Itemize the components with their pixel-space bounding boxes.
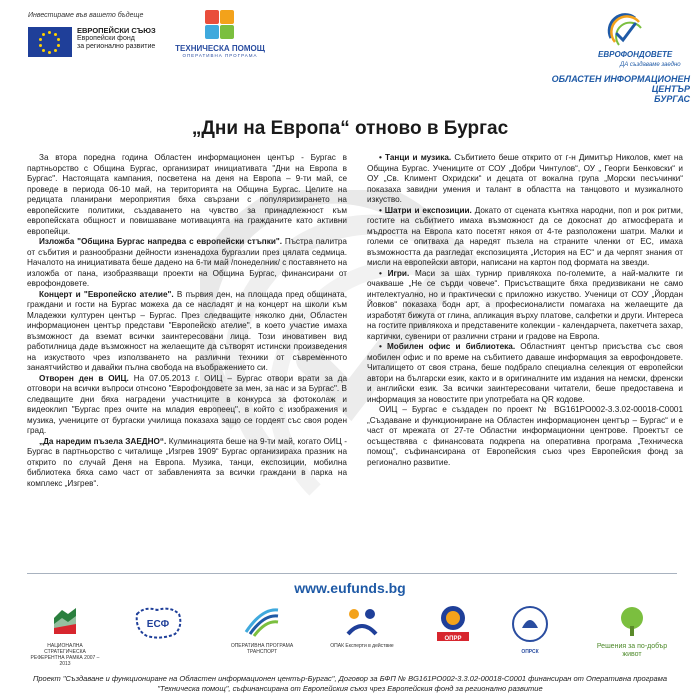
technical-assistance-logo bbox=[172, 10, 268, 58]
tree-icon bbox=[612, 604, 652, 638]
partner-label: ОПРР bbox=[444, 636, 462, 642]
op-transport-logo bbox=[220, 604, 304, 655]
footer-line2: "Техническа помощ", съфинансирана от Европейския съюз чрез Европейския фонд за регионално развитие bbox=[157, 684, 543, 693]
left-paragraph-intro: За втора поредна година Областен информационен център - Бургас в партньорство с Община Бургас, организират инициативата "Дни на Европа в Бургас". Настоящата кампания, посветена на деня на Европа – 9-ти май, се проведе в периода 06-10 май, на територията на Община Бургас. Целите на редицата планирани мероприятия бяха свързани с популяризирането на европейските политики, създаването на чувство за принадлежност към европейската общност и повишаване мотивацията на гражданите като активни европейци. bbox=[27, 153, 347, 236]
left-paragraph-open-day: Отворен ден в ОИЦ. На 07.05.2013 г. ОИЦ – Бургас отвори врати за да отговори на всички въпроси отнсоно "Еврофондовете за мен, за нас и за Бургас". В следващите дни бяха наградени участниците в конкурса за фотоколаж и видеоклип "Бургас през очите на младия европеец", в който с изображения и музика, учениците от бургаски училища показаха защо се гордеят със своя роден град. bbox=[27, 373, 347, 435]
partner-label: Решения за по-добър живот bbox=[596, 643, 668, 658]
eu-fund-line1: Европейски фонд bbox=[77, 35, 135, 42]
odc-circle-logo-icon bbox=[605, 12, 645, 52]
transport-icon bbox=[242, 604, 282, 638]
eu-fund-line2: за регионално развитие bbox=[77, 43, 156, 50]
odc-name-line2: БУРГАС bbox=[654, 94, 690, 104]
partner-label: ОПРСК bbox=[521, 649, 539, 655]
ta-subtitle: ОПЕРАТИВНА ПРОГРАМА bbox=[182, 53, 258, 58]
header bbox=[0, 0, 700, 110]
odc-logo-block bbox=[510, 10, 690, 106]
eu-flag-icon bbox=[28, 27, 72, 57]
partner-label: ОПЕРАТИВНА ПРОГРАМА ТРАНСПОРТ bbox=[230, 643, 294, 655]
nsrf-icon bbox=[50, 604, 80, 638]
article-left-column bbox=[27, 153, 347, 489]
footer-credits bbox=[0, 674, 700, 694]
opak-icon bbox=[342, 604, 382, 638]
partner-label: НАЦИОНАЛНА СТРАТЕГИЧЕСКА РЕФЕРЕНТНА РАМКА 2007 – 2013 bbox=[30, 643, 100, 667]
esf-logo bbox=[126, 604, 190, 631]
oprr-logo bbox=[425, 604, 481, 642]
odc-name-line1: ОБЛАСТЕН ИНФОРМАЦИОНЕН ЦЕНТЪР bbox=[551, 74, 690, 94]
partner-logos bbox=[30, 604, 680, 668]
eu-logo-block bbox=[28, 12, 178, 57]
right-paragraph-tents: • Шатри и експозиции. Докато от сцената кънтяха народни, поп и рок ритми, гостите на събитието имаха възможност да се докоснат до атмосферата и мъдростта на Европа като посетят някоя от 4-те разположени шатри. Малки и големи се опитваха да наредят пъзела на страните членки от ЕС, имаха възможността да разгледат експозицията „История на ЕС“ и да черпят знания от мисли на европейски автори, написани на картон под формата на звезди. bbox=[367, 205, 683, 267]
better-life-logo bbox=[590, 604, 674, 659]
ta-title: ТЕХНИЧЕСКА ПОМОЩ bbox=[175, 44, 265, 53]
right-paragraph-dance: • Танци и музика. Събитието беше открито от г-н Димитър Николов, кмет на Община Бургас. Учениците от СОУ „Добри Чинтулов“, ОУ „ Георги Бенковски“ и ОУ „Св. Климент Охридски“ и децата от вокална група „Морски песъчинки“ показаха завидни умения и талант в областта на танцовото и музикалното изкуство. bbox=[367, 153, 683, 204]
partner-label: ОПАК Експерти в действие bbox=[330, 643, 394, 649]
right-paragraph-games: • Игри. Маси за шах турнир привлякоха по-големите, а най-малките ги очакваше „Не се сърди човече“. Присъстващите бяха предизвикани не само интелектуално, но и практически с приложно изкуство. Ученици от СОУ „Йордан Йовков“ показаха бодн арт, а професионалисти помагаха на желаещите да изработят бижута от глина, апликация върху платове, салфетки и други. Интереса на гостите привлякоха и представените колекции - календарчета, пакетчета захар, картички, сувенири от различни страни и градове на Европа. bbox=[367, 268, 683, 341]
left-paragraph-concert: Концерт и "Европейско ателие". В първия ден, на площада пред общината, граждани и гости на Бургас можеха да се насладят и на концерт на школи към Младежки културен център – Бургас. През следващите няколко дни, Областен информационен център представи "Европейско ателие", в което участие имаха възможност да вземат всички заинтересовани лица. Този иновативен вид работилница даде възможност на желаещите да сътворят истински произведения на изкуството чрез използването на различни техники от съвременното занаятчийство и давайки пълна свобода на въображението си. bbox=[27, 289, 347, 372]
puzzle-icon bbox=[203, 10, 237, 40]
nsrf-logo bbox=[30, 604, 100, 667]
eu-tagline: Инвестираме във вашето бъдеще bbox=[28, 12, 144, 19]
article-right-column bbox=[367, 153, 683, 468]
left-paragraph-puzzle: „Да наредим пъзела ЗАЕДНО“. Кулминацията беше на 9-ти май, когато ОИЦ - Бургас в партньорство с читалище „Изгрев 1909“ Бургас организираха празник на открито по случай Деня на Европа. Музика, танци, експозиции, мобилна библиотека бяха само част от забавленията за всички граждани в парка на комплекс „Изгрев“. bbox=[27, 436, 347, 488]
article-title: „Дни на Европа“ отново в Бургас bbox=[191, 118, 509, 139]
odc-name bbox=[516, 74, 690, 104]
odc-brand: ЕВРОФОНДОВЕТЕ bbox=[598, 50, 673, 59]
oprsk-icon bbox=[510, 604, 550, 644]
opak-logo bbox=[320, 604, 404, 649]
right-paragraph-project: ОИЦ – Бургас е създаден по проект № BG161PO002-3.3.02-00018-C0001 „Създаване и функциониране на Областен информационен център – Бургас“ и е част от мрежата от 27-те Областни информационни центрове. Проектът се осъществява с финансовата подкрепа на оперативна програма „Техническа помощ“, съфинансирана от Европейския съюз чрез Европейския фонд за регионално развитие. bbox=[367, 405, 683, 467]
odc-slogan: ДА създаваме заедно bbox=[620, 62, 681, 68]
footer-line1: Проект "Създаване и функциониране на Областен информационен център-Бургас", Договор за БФП № BG161PO002-3.3.02-00018-C0001 финансиран от Оперативна програма bbox=[32, 674, 668, 683]
eu-union-label: ЕВРОПЕЙСКИ СЪЮЗ bbox=[77, 26, 156, 35]
divider bbox=[27, 573, 677, 574]
partner-label: ЕСФ bbox=[146, 619, 170, 630]
left-paragraph-exhibition: Изложба "Община Бургас напредва с европейски стъпки". Пъстра палитра от събития и разнообразни дейности изненадоха бургазлии през цялата седмица. Началото на инициативата беше дадено на 6-ти май /понеделник/ с поставянето на изложба от пана, изобразяващи проекти на Община Бургас, финансирани от еврофондовете. bbox=[27, 237, 347, 288]
oprsk-logo bbox=[500, 604, 560, 655]
website-link[interactable]: www.eufunds.bg bbox=[294, 580, 406, 596]
right-paragraph-mobile-office: • Мобилен офис и библиотека. Областният център присъства със своя мобилен офис и по време на събитието даваше информация за еврофондовете. Читалището от своя страна, беше подбрало специална селекция от европейски автори на български език, както и в оригиналните им издания на немски, френски и английски език. За всички заинтересовани читатели, беше предоставена и информация за новостите при употребата на QR кодове. bbox=[367, 342, 683, 404]
